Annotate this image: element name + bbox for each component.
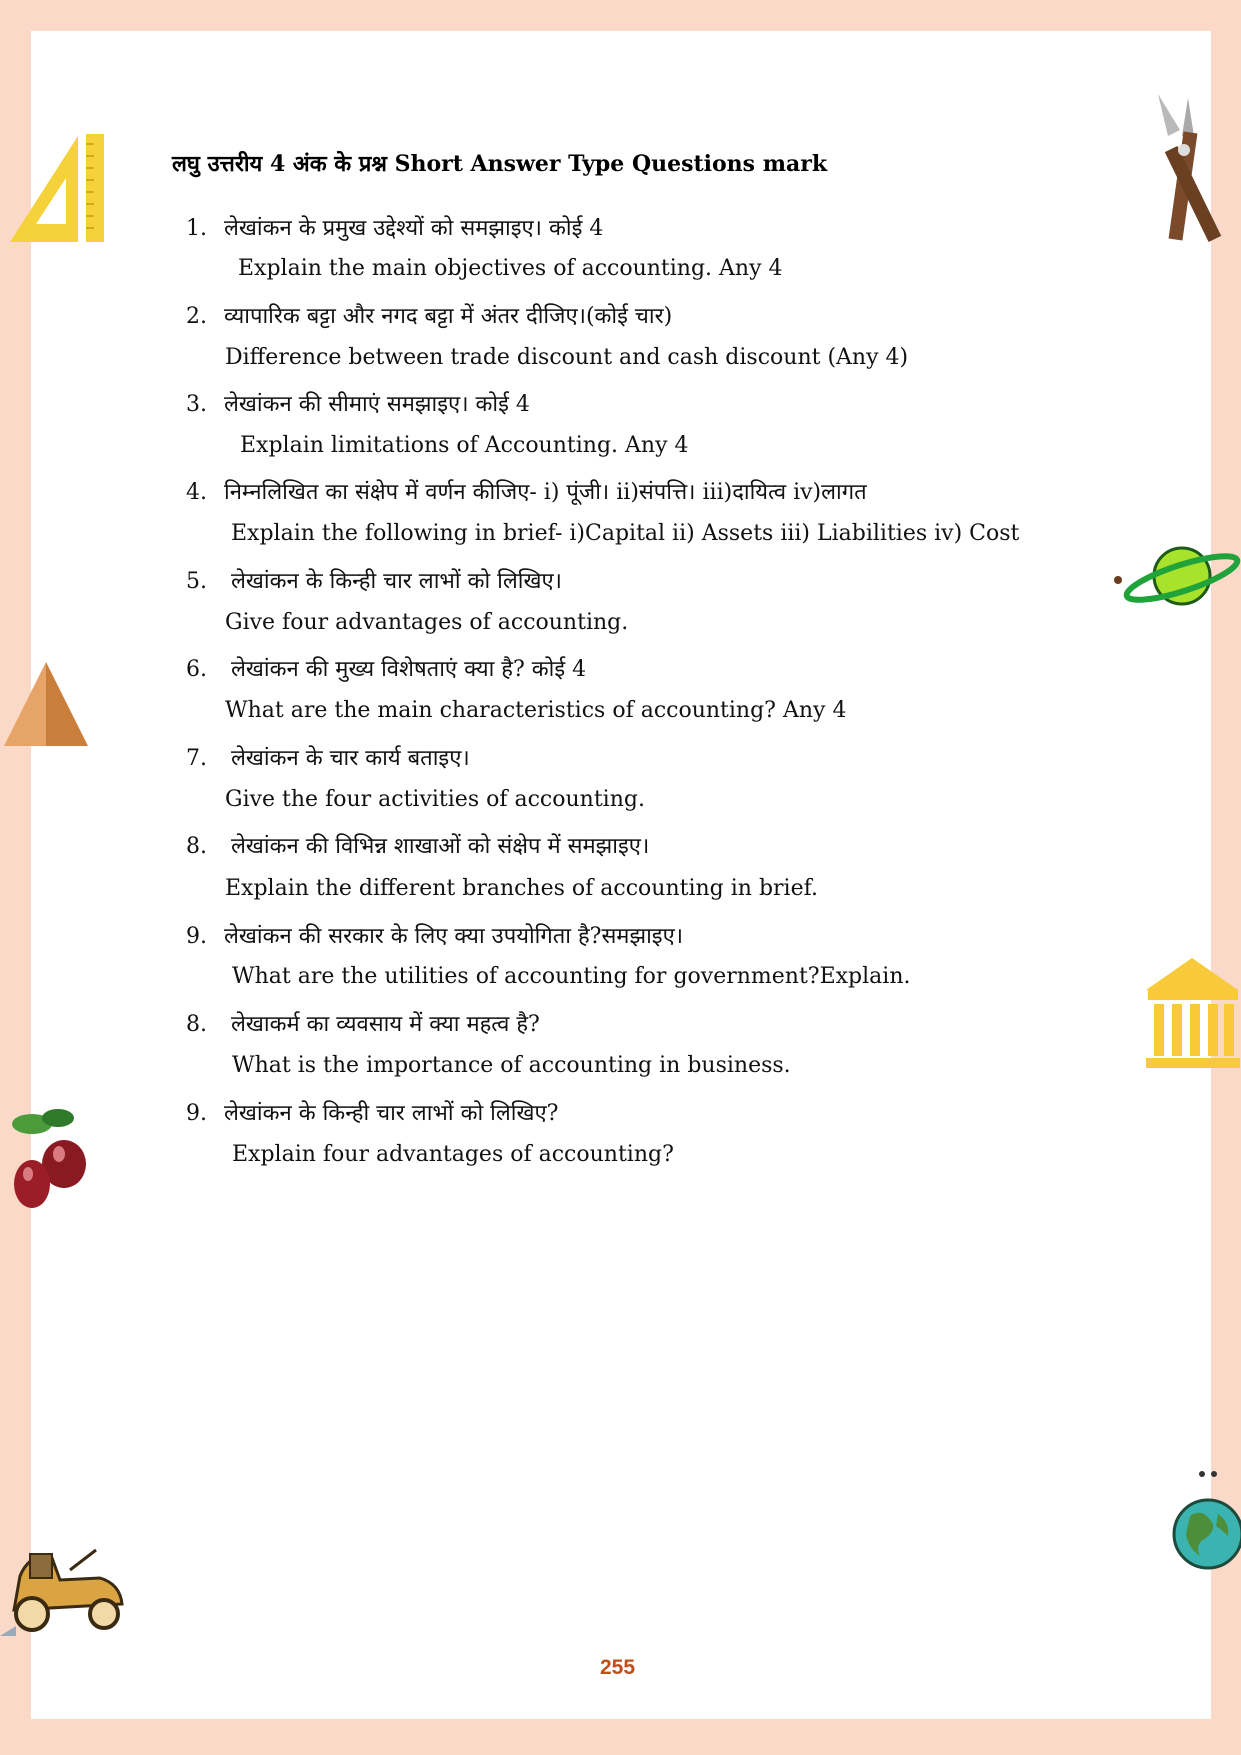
question-9-hindi: [186, 920, 683, 950]
greek-temple-icon: [1144, 956, 1241, 1071]
question-hindi-text: लेखांकन की विभिन्न शाखाओं को संक्षेप में समझाइए।: [224, 834, 650, 859]
question-hindi-text: लेखांकन के चार कार्य बताइए।: [224, 746, 470, 771]
page-number: 255: [600, 1656, 636, 1679]
question-hindi-text: लेखांकन के प्रमुख उद्देश्यों को समझाइए। कोई 4: [224, 216, 604, 241]
question-8-hindi: [186, 830, 649, 860]
question-11-hindi: [186, 1097, 558, 1127]
question-hindi-text: लेखांकन की सरकार के लिए क्या उपयोगिता है?समझाइए।: [224, 924, 684, 949]
question-number: 5.: [186, 569, 207, 594]
set-square-ruler-icon: [6, 132, 106, 244]
question-hindi-text: लेखांकन के किन्ही चार लाभों को लिखिए?: [224, 1101, 559, 1126]
question-7-hindi: [186, 742, 470, 772]
question-2-hindi: [186, 300, 672, 330]
question-number: 8.: [186, 1012, 207, 1037]
question-7-english: Give the four activities of accounting.: [225, 787, 645, 812]
question-hindi-text: व्यापारिक बट्टा और नगद बट्टा में अंतर दीजिए।(कोई चार): [224, 304, 673, 329]
question-number: 2.: [186, 304, 207, 329]
question-number: 9.: [186, 1101, 207, 1126]
question-hindi-text: लेखाकर्म का व्यवसाय में क्या महत्व है?: [224, 1012, 540, 1037]
question-number: 6.: [186, 657, 207, 682]
question-5-hindi: [186, 565, 562, 595]
question-9-english: What are the utilities of accounting for government?Explain.: [232, 964, 911, 989]
question-2-english: Difference between trade discount and cash discount (Any 4): [225, 345, 909, 370]
cherries-icon: [4, 1102, 94, 1212]
question-1-english: Explain the main objectives of accounting. Any 4: [238, 256, 783, 281]
question-hindi-text: लेखांकन के किन्ही चार लाभों को लिखिए।: [224, 569, 562, 594]
question-hindi-text: लेखांकन की मुख्य विशेषताएं क्या है? कोई 4: [224, 657, 587, 682]
question-1-hindi: [186, 212, 603, 242]
question-4-english: Explain the following in brief- i)Capital ii) Assets iii) Liabilities iv) Cost: [231, 521, 1020, 546]
question-4-hindi: [186, 476, 867, 506]
question-5-english: Give four advantages of accounting.: [225, 610, 629, 635]
question-10-hindi: [186, 1008, 540, 1038]
pruning-shears-icon: [1150, 92, 1241, 242]
question-number: 8.: [186, 834, 207, 859]
question-6-english: What are the main characteristics of accounting? Any 4: [225, 698, 847, 723]
pyramid-icon: [2, 660, 90, 748]
question-10-english: What is the importance of accounting in business.: [232, 1053, 791, 1078]
page-sheet: [31, 31, 1211, 1719]
question-number: 9.: [186, 924, 207, 949]
question-hindi-text: लेखांकन की सीमाएं समझाइए। कोई 4: [224, 392, 530, 417]
question-number: 4.: [186, 480, 207, 505]
question-number: 1.: [186, 216, 207, 241]
section-heading: लघु उत्तरीय 4 अंक के प्रश्न Short Answer Type Questions mark: [172, 151, 828, 177]
question-hindi-text: निम्नलिखित का संक्षेप में वर्णन कीजिए- i) पूंजी। ii)संपत्ति। iii)दायित्व iv)लागत: [224, 480, 867, 505]
question-8-english: Explain the different branches of accounting in brief.: [225, 876, 818, 901]
globe-icon: [1170, 1466, 1241, 1572]
question-number: 7.: [186, 746, 207, 771]
question-6-hindi: [186, 653, 586, 683]
question-number: 3.: [186, 392, 207, 417]
saturn-planet-icon: [1114, 540, 1241, 615]
vintage-car-icon: [0, 1540, 130, 1640]
question-11-english: Explain four advantages of accounting?: [232, 1142, 674, 1167]
question-3-hindi: [186, 388, 530, 418]
question-3-english: Explain limitations of Accounting. Any 4: [240, 433, 689, 458]
